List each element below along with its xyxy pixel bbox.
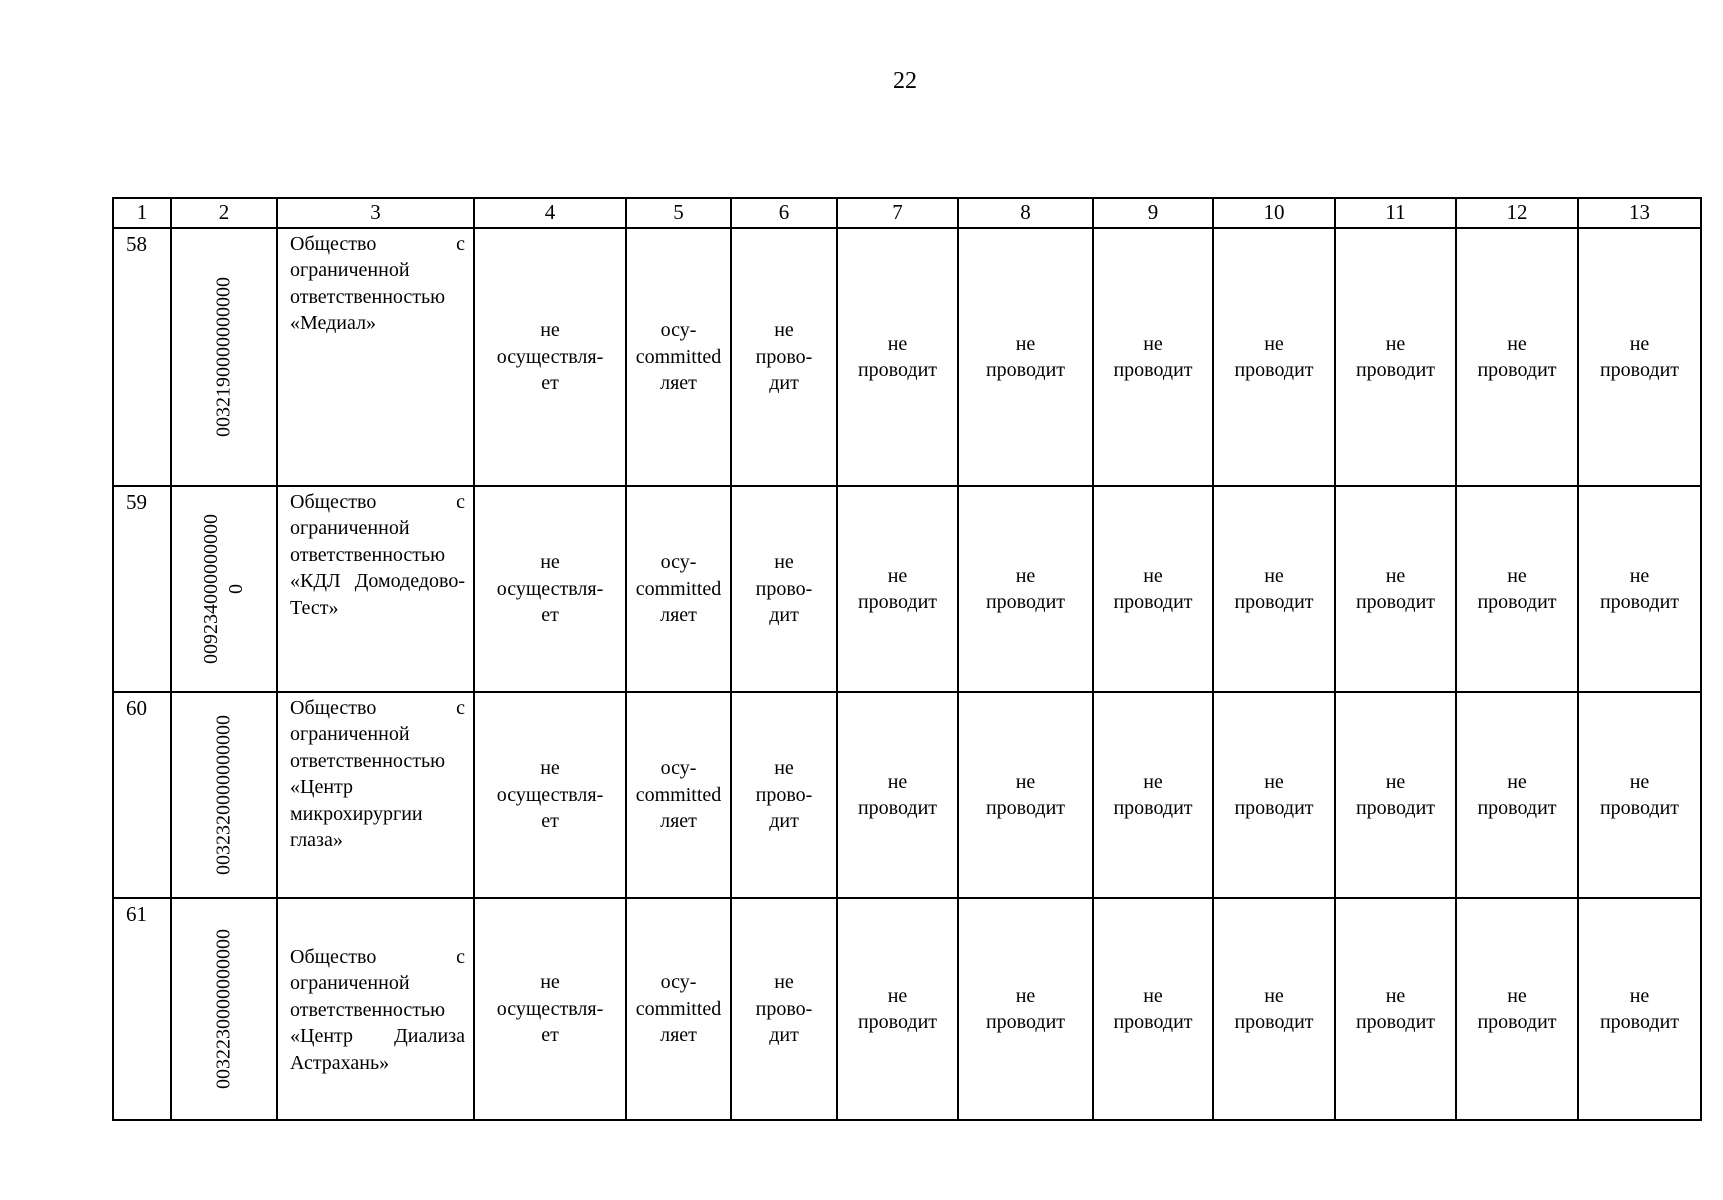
- col5-value-line: осу-: [660, 319, 697, 342]
- col5-value-line: ляет: [660, 372, 697, 395]
- col5-value-line: осу-: [660, 757, 697, 780]
- table-row: [113, 486, 1701, 692]
- registry-code: [171, 898, 277, 1120]
- col7-value-line: не: [887, 984, 908, 1007]
- col5-value-line: ляет: [660, 810, 697, 833]
- column-header: 3: [277, 198, 474, 228]
- col4-value-line: ет: [541, 1024, 559, 1047]
- col6-value: [731, 898, 837, 1120]
- col4-value-line: не: [540, 971, 560, 994]
- col4-value-line: не: [540, 319, 560, 342]
- col6-value-line: дит: [769, 372, 799, 395]
- col9-value-line: не: [1143, 332, 1163, 355]
- col11-value-line: не: [1385, 770, 1406, 793]
- col12-value-line: проводит: [1477, 359, 1557, 381]
- col6-value: [731, 692, 837, 898]
- col9-value: [1093, 898, 1213, 1120]
- col10-value-line: не: [1264, 984, 1284, 1007]
- col9-value-line: проводит: [1113, 1011, 1193, 1033]
- col6-value-line: прово-: [755, 783, 813, 806]
- col5-value: [626, 692, 731, 898]
- column-header: 5: [626, 198, 731, 228]
- col13-value-line: не: [1629, 332, 1650, 355]
- col10-value-line: проводит: [1234, 591, 1314, 613]
- col4-value-line: осуществля-: [496, 997, 604, 1020]
- col9-value-line: не: [1143, 770, 1163, 793]
- col8-value-line: проводит: [985, 1011, 1066, 1033]
- col5-value-line: осу-: [660, 551, 697, 574]
- col7-value-line: проводит: [857, 1011, 938, 1033]
- column-header: 1: [113, 198, 171, 228]
- col10-value: [1213, 898, 1335, 1120]
- col9-value-line: проводит: [1113, 359, 1193, 381]
- col7-value-line: не: [887, 332, 908, 355]
- col7-value-line: проводит: [857, 797, 938, 819]
- col11-value-line: проводит: [1355, 1011, 1436, 1033]
- col13-value-line: проводит: [1599, 797, 1680, 819]
- col13-value-line: не: [1629, 984, 1650, 1007]
- col8-value-line: проводит: [985, 591, 1066, 613]
- header-row: [113, 198, 1701, 228]
- col7-value: [837, 692, 958, 898]
- col11-value-line: проводит: [1355, 797, 1436, 819]
- col6-value-line: не: [774, 551, 794, 574]
- col11-value-line: не: [1385, 984, 1406, 1007]
- organization-name: Общество с ограниченной ответственностью «Медиал»: [277, 228, 474, 486]
- col8-value-line: не: [1015, 984, 1036, 1007]
- col7-value-line: проводит: [857, 359, 938, 381]
- col8-value: [958, 692, 1093, 898]
- col6-value-line: не: [774, 319, 794, 342]
- col8-value: [958, 486, 1093, 692]
- col6-value-line: прово-: [755, 997, 813, 1020]
- col11-value: [1335, 486, 1456, 692]
- page-number: 22: [893, 68, 917, 94]
- col7-value-line: не: [887, 564, 908, 587]
- col10-value-line: не: [1264, 564, 1284, 587]
- col8-value: [958, 228, 1093, 486]
- registry-code-line: 0: [225, 584, 247, 594]
- organization-name: Общество с ограниченной ответственностью «Центр микрохирургии глаза»: [277, 692, 474, 898]
- col8-value: [958, 898, 1093, 1120]
- column-header: 4: [474, 198, 626, 228]
- col7-value-line: проводит: [857, 591, 938, 613]
- column-header: 11: [1335, 198, 1456, 228]
- col11-value: [1335, 692, 1456, 898]
- registry-code: [171, 692, 277, 898]
- col5-value: [626, 486, 731, 692]
- col6-value-line: не: [774, 971, 794, 994]
- col11-value: [1335, 898, 1456, 1120]
- col5-value-line: ляет: [660, 604, 697, 627]
- col5-value-line: committed: [635, 783, 722, 806]
- col4-value: [474, 486, 626, 692]
- column-header: 7: [837, 198, 958, 228]
- col6-value-line: прово-: [755, 577, 813, 600]
- col4-value-line: ет: [541, 810, 559, 833]
- col6-value-line: дит: [769, 604, 799, 627]
- col13-value: [1578, 898, 1701, 1120]
- col12-value: [1456, 692, 1578, 898]
- col12-value-line: проводит: [1477, 591, 1557, 613]
- col12-value-line: не: [1507, 770, 1527, 793]
- col11-value-line: не: [1385, 332, 1406, 355]
- col8-value-line: не: [1015, 564, 1036, 587]
- col13-value-line: не: [1629, 770, 1650, 793]
- col8-value-line: не: [1015, 332, 1036, 355]
- col4-value-line: не: [540, 757, 560, 780]
- col4-value-line: ет: [541, 604, 559, 627]
- col12-value-line: проводит: [1477, 1011, 1557, 1033]
- col5-value-line: ляет: [660, 1024, 697, 1047]
- col9-value: [1093, 228, 1213, 486]
- col5-value-line: committed: [635, 997, 722, 1020]
- col9-value-line: проводит: [1113, 591, 1193, 613]
- col10-value: [1213, 486, 1335, 692]
- col13-value: [1578, 228, 1701, 486]
- column-header: 12: [1456, 198, 1578, 228]
- column-header: 9: [1093, 198, 1213, 228]
- row-number: 60: [113, 692, 171, 898]
- col10-value-line: проводит: [1234, 1011, 1314, 1033]
- table-row: [113, 228, 1701, 486]
- registry-code-line: 009234000000000: [200, 514, 222, 664]
- col6-value-line: дит: [769, 810, 799, 833]
- col11-value: [1335, 228, 1456, 486]
- column-header: 6: [731, 198, 837, 228]
- col5-value: [626, 898, 731, 1120]
- column-header: 13: [1578, 198, 1701, 228]
- col4-value-line: осуществля-: [496, 577, 604, 600]
- registry-code: [171, 228, 277, 486]
- col10-value: [1213, 692, 1335, 898]
- column-header: 2: [171, 198, 277, 228]
- row-number: 59: [113, 486, 171, 692]
- col11-value-line: проводит: [1355, 591, 1436, 613]
- col10-value: [1213, 228, 1335, 486]
- col12-value: [1456, 898, 1578, 1120]
- col5-value-line: committed: [635, 577, 722, 600]
- register-table: [112, 197, 1702, 1121]
- col10-value-line: проводит: [1234, 797, 1314, 819]
- col13-value-line: проводит: [1599, 591, 1680, 613]
- row-number: 61: [113, 898, 171, 1120]
- col13-value-line: не: [1629, 564, 1650, 587]
- col13-value-line: проводит: [1599, 1011, 1680, 1033]
- registry-code-text: [212, 929, 237, 1089]
- col7-value: [837, 228, 958, 486]
- table-row: [113, 692, 1701, 898]
- column-header: 8: [958, 198, 1093, 228]
- col4-value: [474, 898, 626, 1120]
- col6-value-line: прово-: [755, 345, 813, 368]
- registry-code-text: [199, 514, 249, 664]
- col13-value: [1578, 486, 1701, 692]
- registry-code-line: 0032190000000000: [212, 277, 235, 437]
- col12-value-line: проводит: [1477, 797, 1557, 819]
- col13-value: [1578, 692, 1701, 898]
- col12-value-line: не: [1507, 564, 1527, 587]
- col7-value: [837, 898, 958, 1120]
- col6-value-line: дит: [769, 1024, 799, 1047]
- registry-code-line: 0032230000000000: [212, 929, 235, 1089]
- col4-value: [474, 228, 626, 486]
- col5-value-line: осу-: [660, 971, 697, 994]
- col4-value-line: ет: [541, 372, 559, 395]
- table-row: [113, 898, 1701, 1120]
- col12-value-line: не: [1507, 984, 1527, 1007]
- col9-value: [1093, 692, 1213, 898]
- col8-value-line: проводит: [985, 797, 1066, 819]
- col5-value-line: committed: [635, 345, 722, 368]
- col9-value-line: не: [1143, 984, 1163, 1007]
- col10-value-line: проводит: [1234, 359, 1314, 381]
- col8-value-line: не: [1015, 770, 1036, 793]
- col11-value-line: проводит: [1355, 359, 1436, 381]
- col6-value: [731, 486, 837, 692]
- col11-value-line: не: [1385, 564, 1406, 587]
- col13-value-line: проводит: [1599, 359, 1680, 381]
- col4-value-line: не: [540, 551, 560, 574]
- col6-value-line: не: [774, 757, 794, 780]
- col7-value: [837, 486, 958, 692]
- col12-value: [1456, 228, 1578, 486]
- table-body: [113, 228, 1701, 1120]
- column-header: 10: [1213, 198, 1335, 228]
- col6-value: [731, 228, 837, 486]
- col4-value-line: осуществля-: [496, 345, 604, 368]
- col9-value-line: не: [1143, 564, 1163, 587]
- col8-value-line: проводит: [985, 359, 1066, 381]
- col9-value: [1093, 486, 1213, 692]
- col7-value-line: не: [887, 770, 908, 793]
- col9-value-line: проводит: [1113, 797, 1193, 819]
- col12-value: [1456, 486, 1578, 692]
- registry-code-line: 0032320000000000: [212, 715, 235, 875]
- registry-code: [171, 486, 277, 692]
- row-number: 58: [113, 228, 171, 486]
- registry-code-text: [212, 277, 237, 437]
- col10-value-line: не: [1264, 770, 1284, 793]
- organization-name: Общество с ограниченной ответственностью «Центр Диализа Астрахань»: [277, 898, 474, 1120]
- col4-value-line: осуществля-: [496, 783, 604, 806]
- col5-value: [626, 228, 731, 486]
- registry-code-text: [212, 715, 237, 875]
- col12-value-line: не: [1507, 332, 1527, 355]
- col4-value: [474, 692, 626, 898]
- col10-value-line: не: [1264, 332, 1284, 355]
- organization-name: Общество с ограниченной ответственностью «КДЛ Домодедово-Тест»: [277, 486, 474, 692]
